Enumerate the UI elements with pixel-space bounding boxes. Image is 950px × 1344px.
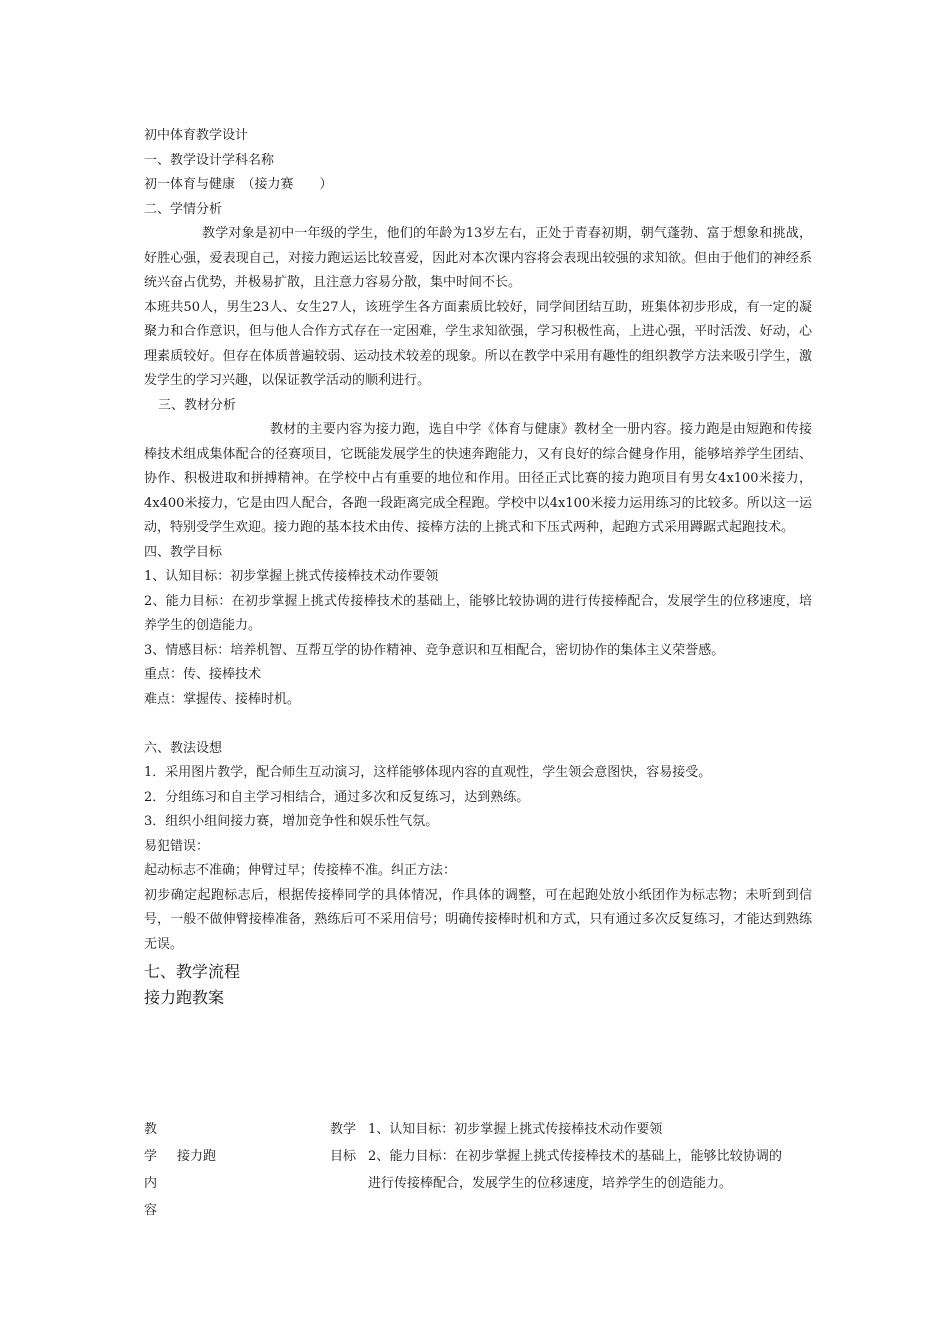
section-heading-3: 三、教材分析 <box>158 397 237 413</box>
lesson-plan-table <box>144 1116 784 1226</box>
label-char: 学 <box>144 1149 158 1164</box>
label-char: 教 <box>144 1122 158 1137</box>
key-point: 重点：传、接棒技术 <box>144 667 262 682</box>
label-char: 容 <box>144 1203 158 1218</box>
section-heading-7: 七、教学流程 <box>144 962 241 981</box>
goal-cognitive: 1、认知目标：初步掌握上挑式传接棒技术动作要领 <box>144 569 439 584</box>
method-1: 1．采用图片教学，配合师生互动演习，这样能够体现内容的直观性，学生领会意图快，容易接受。 <box>144 765 712 780</box>
document-title: 初中体育教学设计 <box>144 128 249 143</box>
label-text: 目标 <box>330 1149 357 1164</box>
goal-emotional: 3、情感目标：培养机智、互帮互学的协作精神、竞争意识和互相配合，密切协作的集体主义荣誉感。 <box>144 642 725 658</box>
table-goal-1: 1、认知目标：初步掌握上挑式传接棒技术动作要领 <box>368 1122 663 1137</box>
method-3: 3．组织小组间接力赛，增加竞争性和娱乐性气氛。 <box>144 814 439 829</box>
section-heading-4: 四、教学目标 <box>144 544 223 560</box>
lesson-plan-title: 接力跑教案 <box>144 988 225 1007</box>
label-char: 内 <box>144 1176 158 1191</box>
section-heading-2: 二、学情分析 <box>144 201 223 217</box>
method-2: 2．分组练习和自主学习相结合，通过多次和反复练习，达到熟练。 <box>144 789 530 805</box>
paragraph-material-analysis: 教材的主要内容为接力跑，选自中学《体育与健康》教材全一册内容。接力跑是由短跑和传接棒技术组成集体配合的径赛项目，它既能发展学生的快速奔跑能力，又有良好的综合健身作用，能够培养学生团结、协作、积极进取和拼搏精神。在学校中占有重要的地位和作用。田径正式比赛的接力跑项目有男女4x100米接力，4x400米接力，它是由四人配合，各跑一段距离完成全程跑。学校中以4x100米接力运用练习的比较多。所以这一运动，特别受学生欢迎。接力跑的基本技术由传、接棒方法的上挑式和下压式两种，起跑方式采用蹲踞式起跑技术。 <box>144 422 812 535</box>
teaching-goals-value <box>368 1116 782 1197</box>
difficult-point: 难点：掌握传、接棒时机。 <box>144 691 301 707</box>
common-errors-title: 易犯错误： <box>144 838 210 854</box>
correction-method: 初步确定起跑标志后，根据传接棒同学的具体情况，作具体的调整，可在起跑处放小纸团作为标志物；未听到到信号，一般不做伸臂接棒准备，熟练后可不采用信号；明确传接棒时机和方式，只有通过多次反复练习，才能达到熟练无误。 <box>144 887 812 952</box>
common-errors: 起动标志不准确；伸臂过早；传接棒不准。纠正方法： <box>144 863 457 878</box>
section-heading-6: 六、教法设想 <box>144 740 223 756</box>
table-goal-2: 2、能力目标：在初步掌握上挑式传接棒技术的基础上，能够比较协调的进行传接棒配合，发展学生的位移速度，培养学生的创造能力。 <box>368 1149 782 1191</box>
label-text: 教学 <box>330 1122 357 1137</box>
section-heading-1: 一、教学设计学科名称 <box>144 152 275 168</box>
teaching-content-value: 接力跑 <box>177 1149 217 1164</box>
teaching-goals-label <box>330 1116 364 1170</box>
goal-ability: 2、能力目标：在初步掌握上挑式传接棒技术的基础上，能够比较协调的进行传接棒配合，发展学生的位移速度，培养学生的创造能力。 <box>144 593 812 633</box>
paragraph-student-analysis-1: 教学对象是初中一年级的学生，他们的年龄为13岁左右，正处于青春初期，朝气蓬勃、富于想象和挑战，好胜心强，爱表现自己，对接力跑运运比较喜爱，因此对本次课内容将会表现出较强的求知欲。但由于他们的神经系统兴奋占优势，并极易扩散，且注意力容易分散，集中时间不长。 <box>144 226 812 290</box>
document-body <box>144 124 812 1011</box>
teaching-content-label <box>144 1116 160 1224</box>
subject-name: 初一体育与健康 （接力赛 ） <box>144 177 333 192</box>
blank-line <box>144 712 812 737</box>
paragraph-student-analysis-2: 本班共50人，男生23人、女生27人，该班学生各方面素质比较好，同学间团结互助，班集体初步形成，有一定的凝聚力和合作意识，但与他人合作方式存在一定困难，学生求知欲强，学习积极性高，上进心强，平时活泼、好动，心理素质较好。但存在体质普遍较弱、运动技术较差的现象。所以在教学中采用有趣性的组织教学方法来吸引学生，激发学生的学习兴趣，以保证教学活动的顺利进行。 <box>144 299 812 388</box>
